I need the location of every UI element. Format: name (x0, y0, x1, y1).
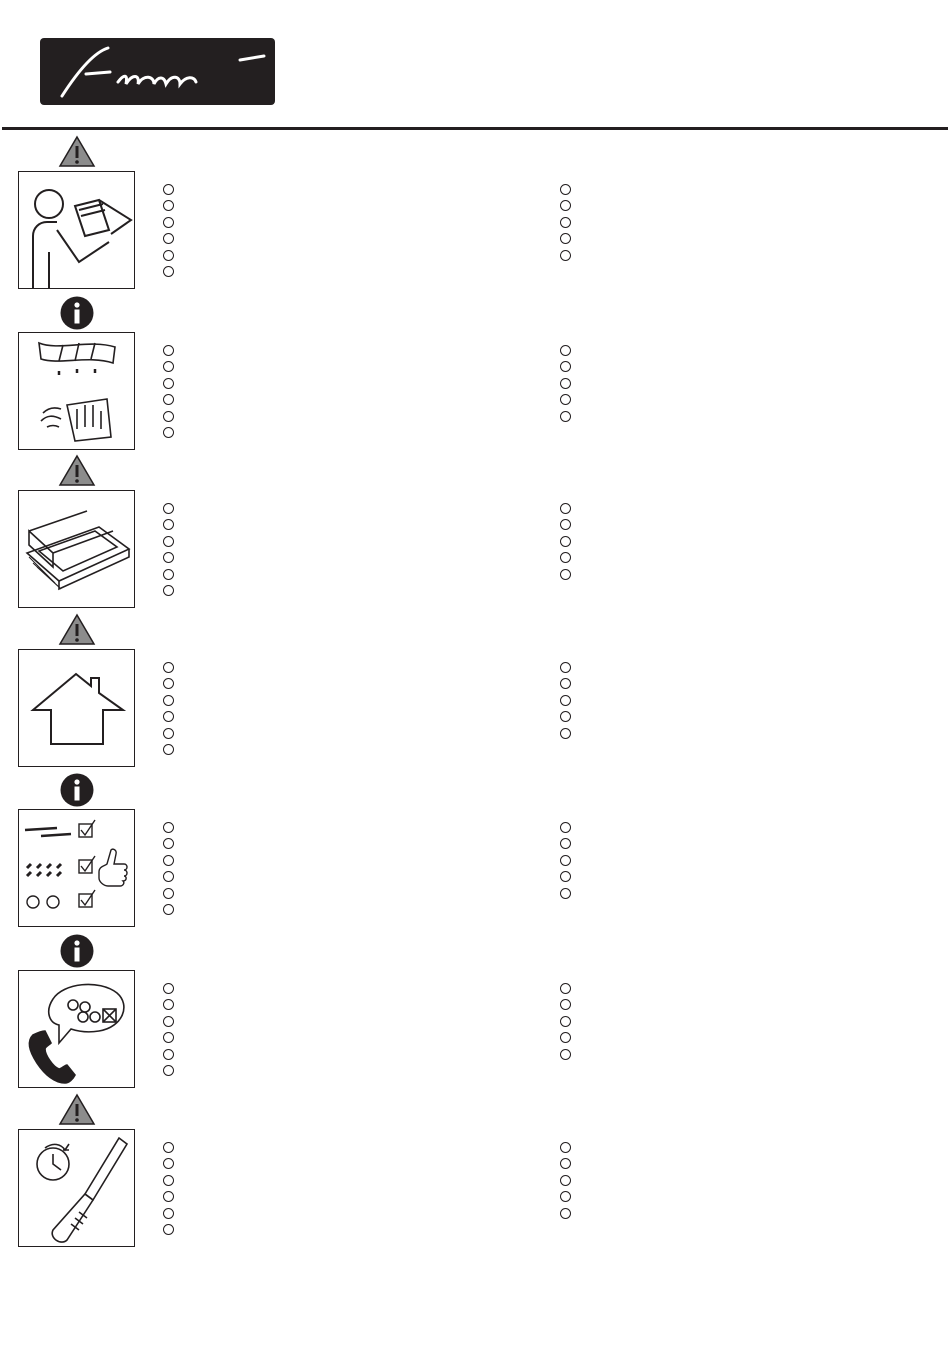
radio-circle[interactable] (163, 427, 174, 438)
info-icon (58, 773, 96, 807)
language-option[interactable] (163, 980, 174, 997)
language-option[interactable] (163, 869, 174, 886)
radio-circle[interactable] (560, 1049, 571, 1060)
language-option[interactable] (560, 692, 571, 709)
language-option[interactable] (560, 869, 571, 886)
warning-icon (58, 454, 96, 488)
radio-circle[interactable] (163, 1175, 174, 1186)
language-option[interactable] (560, 659, 571, 676)
language-option[interactable] (560, 997, 571, 1014)
language-option[interactable] (163, 425, 174, 442)
info-icon (58, 296, 96, 330)
radio-circle[interactable] (560, 536, 571, 547)
language-option[interactable] (163, 997, 174, 1014)
language-option[interactable] (163, 550, 174, 567)
section-indoor-use (0, 613, 950, 773)
language-option[interactable] (163, 1189, 174, 1206)
language-option[interactable] (560, 885, 571, 902)
language-option[interactable] (163, 1013, 174, 1030)
language-list-right (560, 181, 571, 264)
radio-circle[interactable] (163, 1032, 174, 1043)
language-option[interactable] (560, 709, 571, 726)
missing-parts-call-pictogram (18, 970, 135, 1088)
radio-circle[interactable] (560, 184, 571, 195)
language-option[interactable] (163, 231, 174, 248)
radio-circle[interactable] (163, 217, 174, 228)
section-read-manual (0, 135, 950, 295)
brand-logo (40, 38, 275, 105)
language-option[interactable] (163, 836, 174, 853)
header-rule (2, 127, 948, 130)
soft-surface-assembly-pictogram (18, 490, 135, 608)
radio-circle[interactable] (163, 266, 174, 277)
retighten-screws-pictogram (18, 1129, 135, 1247)
radio-circle[interactable] (560, 999, 571, 1010)
language-option[interactable] (163, 500, 174, 517)
radio-circle[interactable] (163, 1208, 174, 1219)
radio-circle[interactable] (560, 662, 571, 673)
radio-circle[interactable] (560, 250, 571, 261)
radio-circle[interactable] (560, 552, 571, 563)
language-option[interactable] (163, 247, 174, 264)
radio-circle[interactable] (560, 871, 571, 882)
language-option[interactable] (163, 819, 174, 836)
language-list-left (163, 342, 174, 441)
language-option[interactable] (560, 375, 571, 392)
language-option[interactable] (560, 1013, 571, 1030)
radio-circle[interactable] (163, 744, 174, 755)
radio-circle[interactable] (163, 536, 174, 547)
section-soft-surface (0, 454, 950, 614)
radio-circle[interactable] (560, 217, 571, 228)
radio-circle[interactable] (560, 1175, 571, 1186)
radio-circle[interactable] (163, 552, 174, 563)
radio-circle[interactable] (163, 394, 174, 405)
radio-circle[interactable] (163, 1191, 174, 1202)
language-option[interactable] (163, 1172, 174, 1189)
language-option[interactable] (163, 375, 174, 392)
radio-circle[interactable] (560, 678, 571, 689)
radio-circle[interactable] (560, 1016, 571, 1027)
radio-circle[interactable] (163, 345, 174, 356)
radio-circle[interactable] (163, 838, 174, 849)
read-manual-pictogram (18, 171, 135, 289)
radio-circle[interactable] (163, 822, 174, 833)
radio-circle[interactable] (163, 855, 174, 866)
language-option[interactable] (163, 692, 174, 709)
language-list-left (163, 1139, 174, 1238)
language-list-left (163, 659, 174, 758)
language-option[interactable] (163, 342, 174, 359)
language-option[interactable] (560, 550, 571, 567)
language-option[interactable] (560, 852, 571, 869)
radio-circle[interactable] (163, 519, 174, 530)
section-cleaning (0, 296, 950, 456)
language-list-left (163, 181, 174, 280)
language-option[interactable] (163, 1222, 174, 1239)
radio-circle[interactable] (560, 503, 571, 514)
radio-circle[interactable] (163, 1142, 174, 1153)
radio-circle[interactable] (163, 1016, 174, 1027)
language-option[interactable] (163, 725, 174, 742)
language-option[interactable] (163, 1205, 174, 1222)
radio-circle[interactable] (163, 411, 174, 422)
radio-circle[interactable] (163, 503, 174, 514)
language-option[interactable] (163, 885, 174, 902)
language-option[interactable] (560, 1156, 571, 1173)
language-list-right (560, 980, 571, 1063)
language-list-right (560, 342, 571, 425)
radio-circle[interactable] (560, 233, 571, 244)
language-option[interactable] (560, 1030, 571, 1047)
radio-circle[interactable] (560, 200, 571, 211)
radio-circle[interactable] (163, 569, 174, 580)
language-option[interactable] (560, 1189, 571, 1206)
radio-circle[interactable] (163, 662, 174, 673)
info-icon (58, 934, 96, 968)
language-option[interactable] (560, 1046, 571, 1063)
language-option[interactable] (560, 408, 571, 425)
language-list-right (560, 500, 571, 583)
language-list-left (163, 980, 174, 1079)
indoor-use-house-pictogram (18, 649, 135, 767)
language-option[interactable] (560, 1172, 571, 1189)
language-option[interactable] (560, 359, 571, 376)
language-option[interactable] (163, 902, 174, 919)
radio-circle[interactable] (163, 585, 174, 596)
language-option[interactable] (560, 517, 571, 534)
radio-circle[interactable] (560, 1142, 571, 1153)
radio-circle[interactable] (163, 728, 174, 739)
radio-circle[interactable] (163, 888, 174, 899)
language-option[interactable] (560, 247, 571, 264)
language-option[interactable] (163, 1139, 174, 1156)
language-option[interactable] (560, 725, 571, 742)
radio-circle[interactable] (163, 184, 174, 195)
check-parts-pictogram (18, 809, 135, 927)
radio-circle[interactable] (560, 695, 571, 706)
radio-circle[interactable] (560, 1032, 571, 1043)
radio-circle[interactable] (560, 711, 571, 722)
language-option[interactable] (560, 392, 571, 409)
language-option[interactable] (163, 709, 174, 726)
radio-circle[interactable] (560, 361, 571, 372)
radio-circle[interactable] (163, 1158, 174, 1169)
language-option[interactable] (560, 214, 571, 231)
radio-circle[interactable] (163, 1049, 174, 1060)
language-option[interactable] (163, 1156, 174, 1173)
radio-circle[interactable] (560, 394, 571, 405)
radio-circle[interactable] (560, 983, 571, 994)
radio-circle[interactable] (560, 1191, 571, 1202)
radio-circle[interactable] (163, 1065, 174, 1076)
language-option[interactable] (163, 742, 174, 759)
language-option[interactable] (163, 1063, 174, 1080)
radio-circle[interactable] (163, 361, 174, 372)
language-option[interactable] (560, 566, 571, 583)
language-option[interactable] (163, 1030, 174, 1047)
language-option[interactable] (163, 517, 174, 534)
radio-circle[interactable] (163, 678, 174, 689)
radio-circle[interactable] (560, 728, 571, 739)
radio-circle[interactable] (560, 1158, 571, 1169)
language-option[interactable] (163, 533, 174, 550)
language-option[interactable] (163, 852, 174, 869)
language-option[interactable] (163, 264, 174, 281)
radio-circle[interactable] (163, 233, 174, 244)
warning-icon (58, 135, 96, 169)
radio-circle[interactable] (163, 999, 174, 1010)
language-option[interactable] (163, 214, 174, 231)
language-option[interactable] (163, 566, 174, 583)
language-list-right (560, 1139, 571, 1222)
radio-circle[interactable] (163, 1224, 174, 1235)
language-option[interactable] (560, 1139, 571, 1156)
radio-circle[interactable] (560, 888, 571, 899)
radio-circle[interactable] (560, 838, 571, 849)
radio-circle[interactable] (560, 378, 571, 389)
language-option[interactable] (560, 676, 571, 693)
language-option[interactable] (163, 659, 174, 676)
language-option[interactable] (163, 408, 174, 425)
radio-circle[interactable] (163, 904, 174, 915)
section-missing-parts (0, 934, 950, 1094)
radio-circle[interactable] (560, 569, 571, 580)
radio-circle[interactable] (163, 983, 174, 994)
language-option[interactable] (560, 231, 571, 248)
language-option[interactable] (560, 500, 571, 517)
language-list-right (560, 819, 571, 902)
language-option[interactable] (163, 583, 174, 600)
warning-icon (58, 613, 96, 647)
radio-circle[interactable] (560, 1208, 571, 1219)
language-option[interactable] (560, 342, 571, 359)
radio-circle[interactable] (163, 871, 174, 882)
language-option[interactable] (560, 181, 571, 198)
language-option[interactable] (560, 1205, 571, 1222)
section-retighten-screws (0, 1093, 950, 1253)
language-option[interactable] (163, 198, 174, 215)
language-option[interactable] (560, 980, 571, 997)
section-check-parts (0, 773, 950, 933)
language-option[interactable] (163, 181, 174, 198)
language-option[interactable] (560, 533, 571, 550)
language-option[interactable] (163, 392, 174, 409)
radio-circle[interactable] (163, 250, 174, 261)
cleaning-cloth-pictogram (18, 332, 135, 450)
radio-circle[interactable] (163, 200, 174, 211)
language-option[interactable] (163, 676, 174, 693)
language-option[interactable] (560, 198, 571, 215)
radio-circle[interactable] (560, 855, 571, 866)
language-list-right (560, 659, 571, 742)
radio-circle[interactable] (560, 411, 571, 422)
language-option[interactable] (560, 836, 571, 853)
language-list-left (163, 500, 174, 599)
language-option[interactable] (163, 1046, 174, 1063)
radio-circle[interactable] (163, 695, 174, 706)
radio-circle[interactable] (163, 711, 174, 722)
radio-circle[interactable] (163, 378, 174, 389)
radio-circle[interactable] (560, 519, 571, 530)
language-option[interactable] (560, 819, 571, 836)
radio-circle[interactable] (560, 345, 571, 356)
language-option[interactable] (163, 359, 174, 376)
language-list-left (163, 819, 174, 918)
radio-circle[interactable] (560, 822, 571, 833)
warning-icon (58, 1093, 96, 1127)
